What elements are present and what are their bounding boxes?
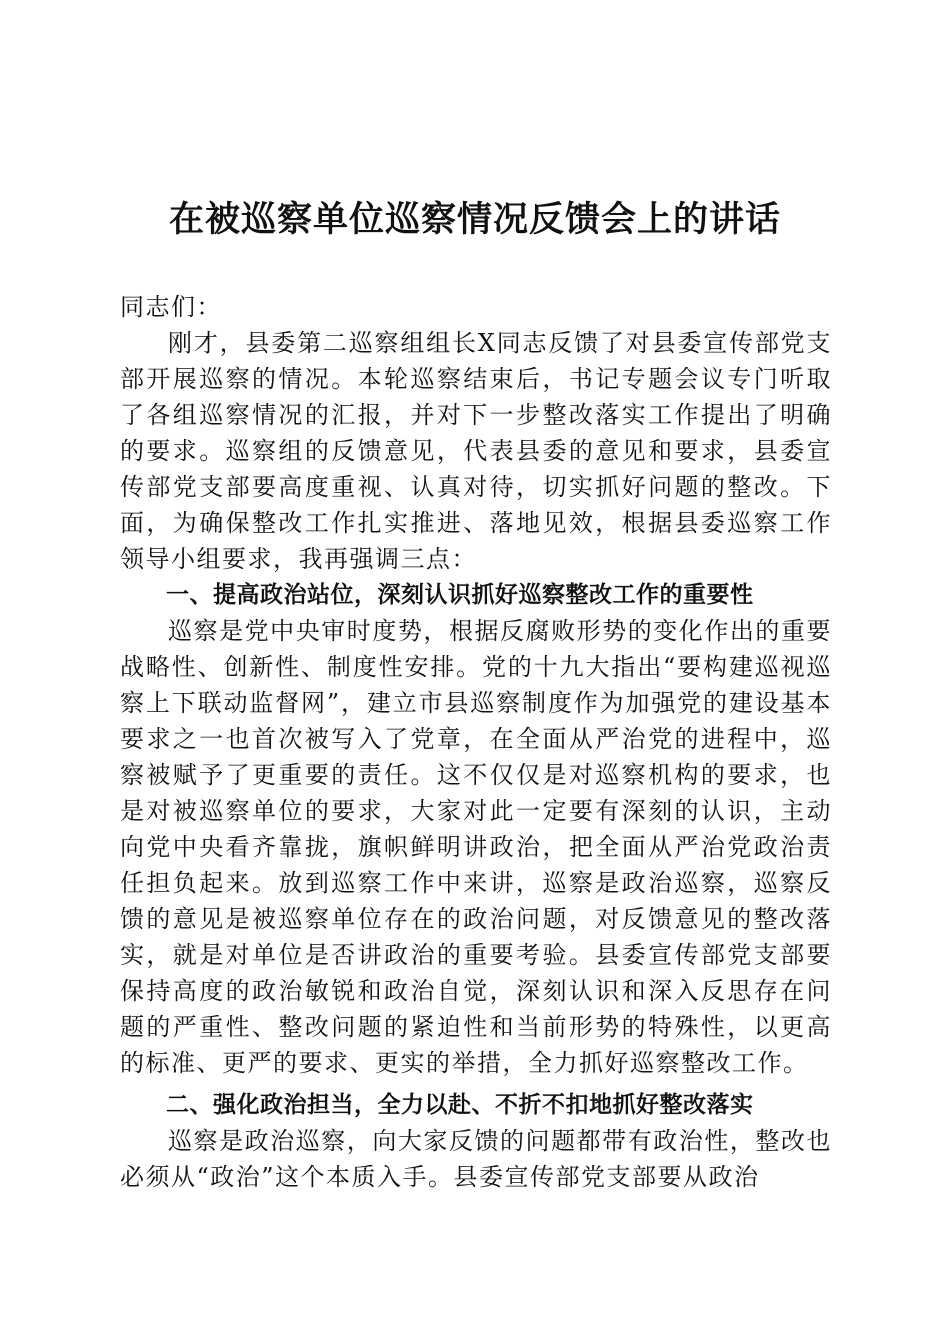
section-1-heading: 一、提高政治站位，深刻认识抓好巡察整改工作的重要性 <box>166 582 754 608</box>
intro-paragraph: 刚才，县委第二巡察组组长X同志反馈了对县委宣传部党支部开展巡察的情况。本轮巡察结束后，书记专题会议专门听取了各组巡察情况的汇报，并对下一步整改落实工作提出了明确的要求。巡察组的反馈意见，代表县委的意见和要求，县委宣传部党支部要高度重视、认真对待，切实抓好问题的整改。下面，为确保整改工作扎实推进、落地见效，根据县委巡察工作领导小组要求，我再强调三点： <box>120 329 832 573</box>
section-2-paragraph: 巡察是政治巡察，向大家反馈的问题都带有政治性，整改也必须从“政治”这个本质入手。县委宣传部党支部要从政治 <box>120 1127 832 1191</box>
section-2-heading: 二、强化政治担当，全力以赴、不折不扣地抓好整改落实 <box>166 1092 754 1118</box>
salutation: 同志们： <box>120 293 222 321</box>
document-title: 在被巡察单位巡察情况反馈会上的讲话 <box>168 199 781 240</box>
document-body <box>120 289 832 1195</box>
section-1-paragraph: 巡察是党中央审时度势，根据反腐败形势的变化作出的重要战略性、创新性、制度性安排。党的十九大指出“要构建巡视巡察上下联动监督网”，建立市县巡察制度作为加强党的建设基本要求之一也首次被写入了党章，在全面从严治党的进程中，巡察被赋予了更重要的责任。这不仅仅是对巡察机构的要求，也是对被巡察单位的要求，大家对此一定要有深刻的认识，主动向党中央看齐靠拢，旗帜鲜明讲政治，把全面从严治党政治责任担负起来。放到巡察工作中来讲，巡察是政治巡察，巡察反馈的意见是被巡察单位存在的政治问题，对反馈意见的整改落实，就是对单位是否讲政治的重要考验。县委宣传部党支部要保持高度的政治敏锐和政治自觉，深刻认识和深入反思存在问题的严重性、整改问题的紧迫性和当前形势的特殊性，以更高的标准、更严的要求、更实的举措，全力抓好巡察整改工作。 <box>120 617 832 1077</box>
